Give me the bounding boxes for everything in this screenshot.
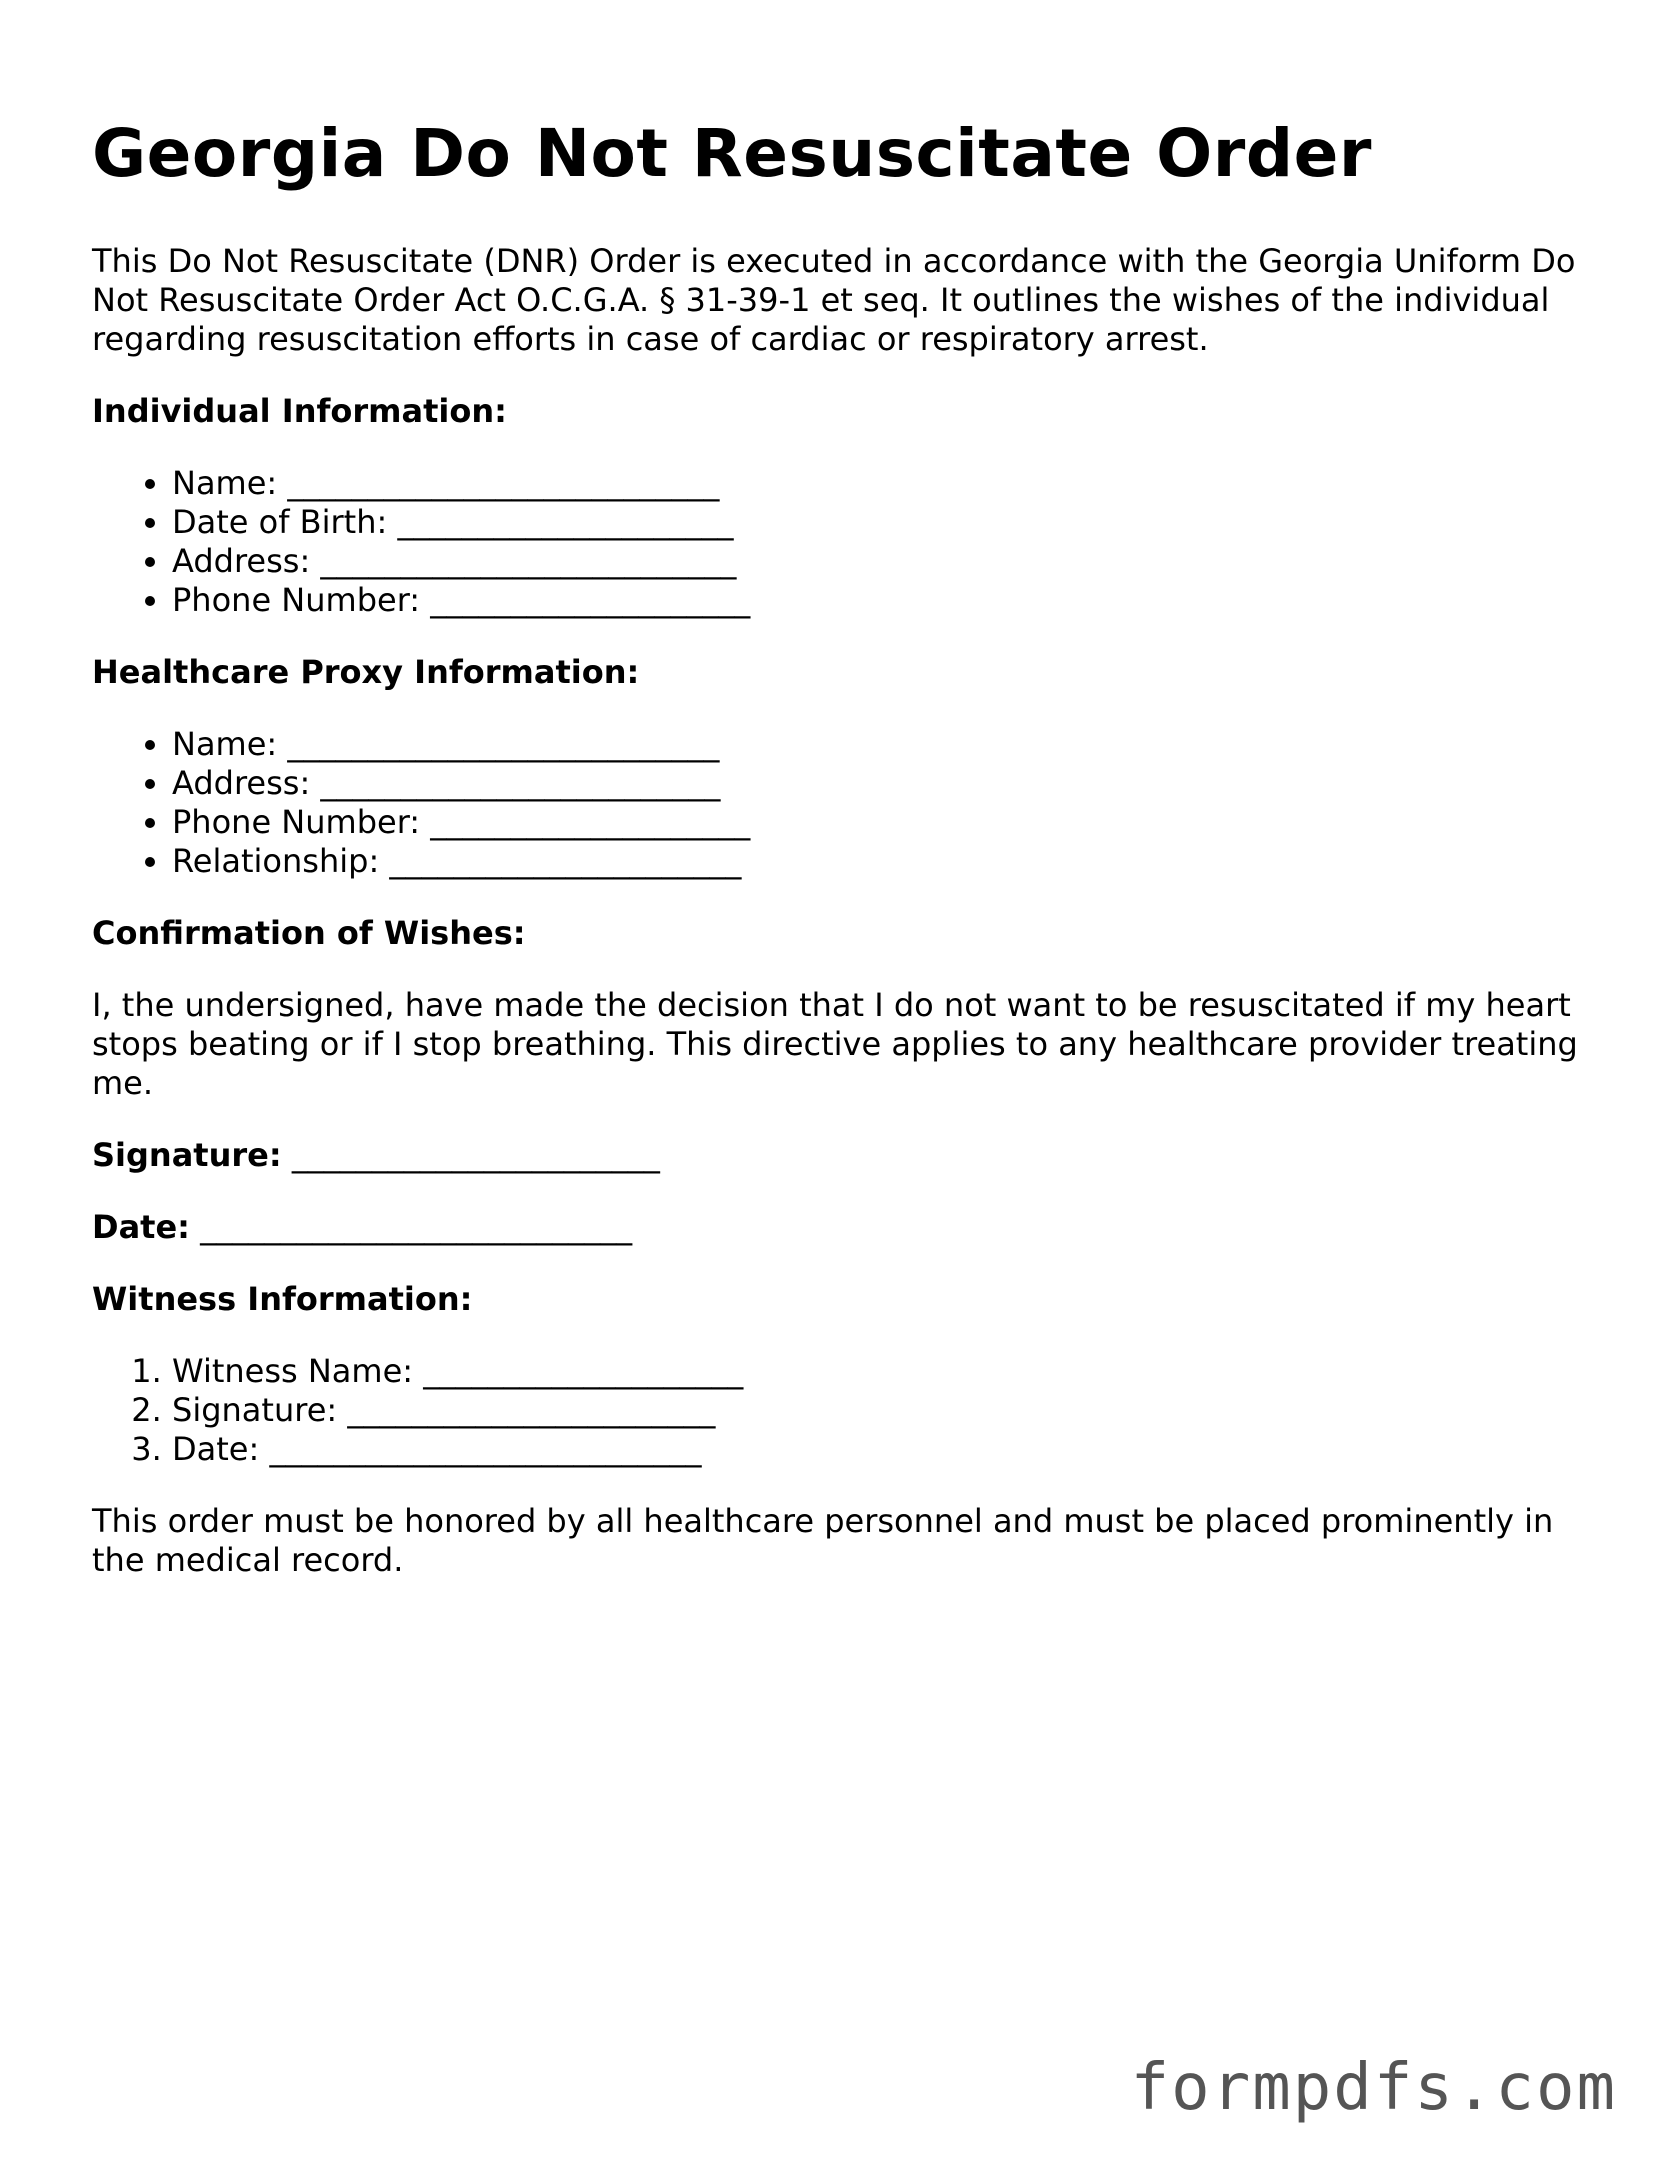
individual-address-field: • Address: __________________________ [172,542,1592,581]
individual-phone-field: • Phone Number: ____________________ [172,581,1592,620]
dnr-document [92,110,1592,1580]
witness-signature-field: 2. Signature: _______________________ [172,1391,1592,1430]
individual-dob-field: • Date of Birth: _____________________ [172,503,1592,542]
proxy-name-field: • Name: ___________________________ [172,725,1592,764]
proxy-phone-field: • Phone Number: ____________________ [172,803,1592,842]
watermark: formpdfs.com [1130,2051,1617,2125]
proxy-relationship-field: • Relationship: ______________________ [172,842,1592,881]
date-blank: ___________________________ [189,1208,633,1246]
document-title: Georgia Do Not Resuscitate Order [92,115,1372,192]
confirmation-text: I, the undersigned, have made the decision that I do not want to be resuscitated if my heart stops beating or if I stop breathing. This directive applies to any healthcare provider treating me. [92,986,1578,1102]
witness-info-heading: Witness Information: [92,1280,473,1318]
proxy-address-field: • Address: _________________________ [172,764,1592,803]
intro-paragraph: This Do Not Resuscitate (DNR) Order is executed in accordance with the Georgia Uniform Do Not Resuscitate Order Act O.C.G.A. § 31-39-1 et seq. It outlines the wishes of the individual regarding resuscitation efforts in case of cardiac or respiratory arrest. [92,242,1576,358]
proxy-info-list [92,725,1592,881]
confirmation-heading: Confirmation of Wishes: [92,914,526,952]
individual-name-field: • Name: ___________________________ [172,464,1592,503]
individual-info-heading: Individual Information: [92,392,507,430]
closing-paragraph: This order must be honored by all healthcare personnel and must be placed prominently in the medical record. [92,1502,1554,1579]
date-label: Date: [92,1208,190,1246]
witness-info-list [92,1352,1592,1469]
signature-label: Signature: [92,1136,282,1174]
witness-date-field: 3. Date: ___________________________ [172,1430,1592,1469]
witness-name-field: 1. Witness Name: ____________________ [172,1352,1592,1391]
individual-info-list [92,464,1592,620]
signature-blank: _______________________ [281,1136,660,1174]
date-line [92,1208,1592,1247]
signature-line [92,1136,1592,1175]
proxy-info-heading: Healthcare Proxy Information: [92,653,640,691]
